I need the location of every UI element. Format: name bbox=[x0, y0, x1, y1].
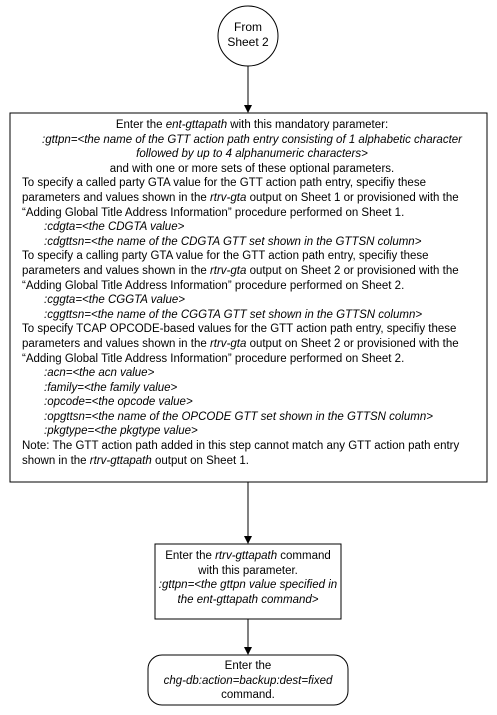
cd-text-c: “Adding Global Title Address Information” procedure performed on Sheet 1. bbox=[22, 206, 405, 219]
cg-text-b-cmd: rtrv-gta bbox=[209, 264, 247, 277]
cg-param-1: :cggta=<the CGGTA value> bbox=[44, 294, 185, 307]
note-b-pre: shown in the bbox=[22, 454, 90, 467]
intro-pre: Enter the bbox=[115, 119, 166, 131]
box3-line1: Enter the bbox=[224, 660, 272, 672]
cg-param-2: :cggttsn=<the name of the CGGTA GTT set shown in the GTTSN column> bbox=[44, 308, 423, 321]
note-a: Note: The GTT action path added in this step cannot match any GTT action path entry bbox=[22, 440, 460, 453]
cg-text-b-post: output on Sheet 2 or provisioned with the bbox=[246, 264, 459, 277]
intro-line bbox=[22, 118, 482, 133]
op-text-b bbox=[22, 337, 482, 352]
cd-param-1: :cdgta=<the CDGTA value> bbox=[44, 221, 185, 234]
box3-text bbox=[150, 659, 346, 703]
optional-line: and with one or more sets of these optional parameters. bbox=[109, 162, 395, 175]
box3-line2: chg-db:action=backup:dest=fixed bbox=[163, 674, 333, 687]
op-param-1: :acn=<the acn value> bbox=[44, 367, 155, 380]
cd-text-b bbox=[22, 191, 482, 206]
box2-line2: with this parameter. bbox=[198, 564, 298, 577]
op-text-a: To specify TCAP OPCODE-based values for the GTT action path entry, specifiy these bbox=[22, 323, 457, 336]
intro-post: with this mandatory parameter: bbox=[227, 119, 389, 131]
cd-text-b-cmd: rtrv-gta bbox=[209, 191, 247, 204]
cg-text-b bbox=[22, 264, 482, 279]
cd-text-a: To specify a called party GTA value for the GTT action path entry, specifiy these bbox=[22, 177, 426, 190]
intro-cmd: ent-gttapath bbox=[165, 119, 228, 131]
op-param-5: :pkgtype=<the pkgtype value> bbox=[44, 425, 198, 438]
gttpn-line1: :gttpn=<the name of the GTT action path entry consisting of 1 alphabetic character bbox=[42, 133, 462, 146]
op-text-c: “Adding Global Title Address Information” procedure performed on Sheet 2. bbox=[22, 352, 405, 365]
box2-line1-pre: Enter the bbox=[165, 550, 216, 562]
box2-line1-cmd: rtrv-gttapath bbox=[215, 550, 278, 562]
op-text-b-cmd: rtrv-gta bbox=[209, 337, 247, 350]
connector-label bbox=[218, 20, 278, 50]
cd-text-b-post: output on Sheet 1 or provisioned with the bbox=[246, 191, 459, 204]
op-param-4: :opgttsn=<the name of the OPCODE GTT set shown in the GTTSN column> bbox=[44, 410, 433, 423]
note-b bbox=[22, 454, 482, 469]
connector-line2: Sheet 2 bbox=[227, 35, 269, 49]
cd-param-2: :cdgttsn=<the name of the CDGTA GTT set shown in the GTTSN column> bbox=[44, 235, 422, 248]
box2-line4: the ent-gttapath command> bbox=[177, 593, 319, 606]
cd-text-b-pre: parameters and values shown in the bbox=[22, 191, 210, 204]
note-b-cmd: rtrv-gttapath bbox=[89, 454, 152, 467]
box2-line1 bbox=[158, 549, 338, 564]
cg-text-c: “Adding Global Title Address Information” procedure performed on Sheet 2. bbox=[22, 279, 405, 292]
cg-text-a: To specify a calling party GTA value for the GTT action path entry, specifiy these bbox=[22, 250, 429, 263]
op-param-3: :opcode=<the opcode value> bbox=[44, 396, 193, 409]
op-text-b-post: output on Sheet 2 or provisioned with the bbox=[246, 337, 459, 350]
box1-text bbox=[22, 118, 482, 468]
op-param-2: :family=<the family value> bbox=[44, 381, 178, 394]
op-text-b-pre: parameters and values shown in the bbox=[22, 337, 210, 350]
box2-line3: :gttpn=<the gttpn value specified in bbox=[158, 579, 338, 592]
connector-line1: From bbox=[234, 20, 262, 34]
cg-text-b-pre: parameters and values shown in the bbox=[22, 264, 210, 277]
box2-line1-post: command bbox=[277, 550, 331, 562]
box2-text bbox=[158, 549, 338, 607]
note-b-post: output on Sheet 1. bbox=[151, 454, 249, 467]
gttpn-line2: followed by up to 4 alphanumeric characters> bbox=[136, 148, 368, 161]
box3-line3: command. bbox=[221, 689, 275, 702]
